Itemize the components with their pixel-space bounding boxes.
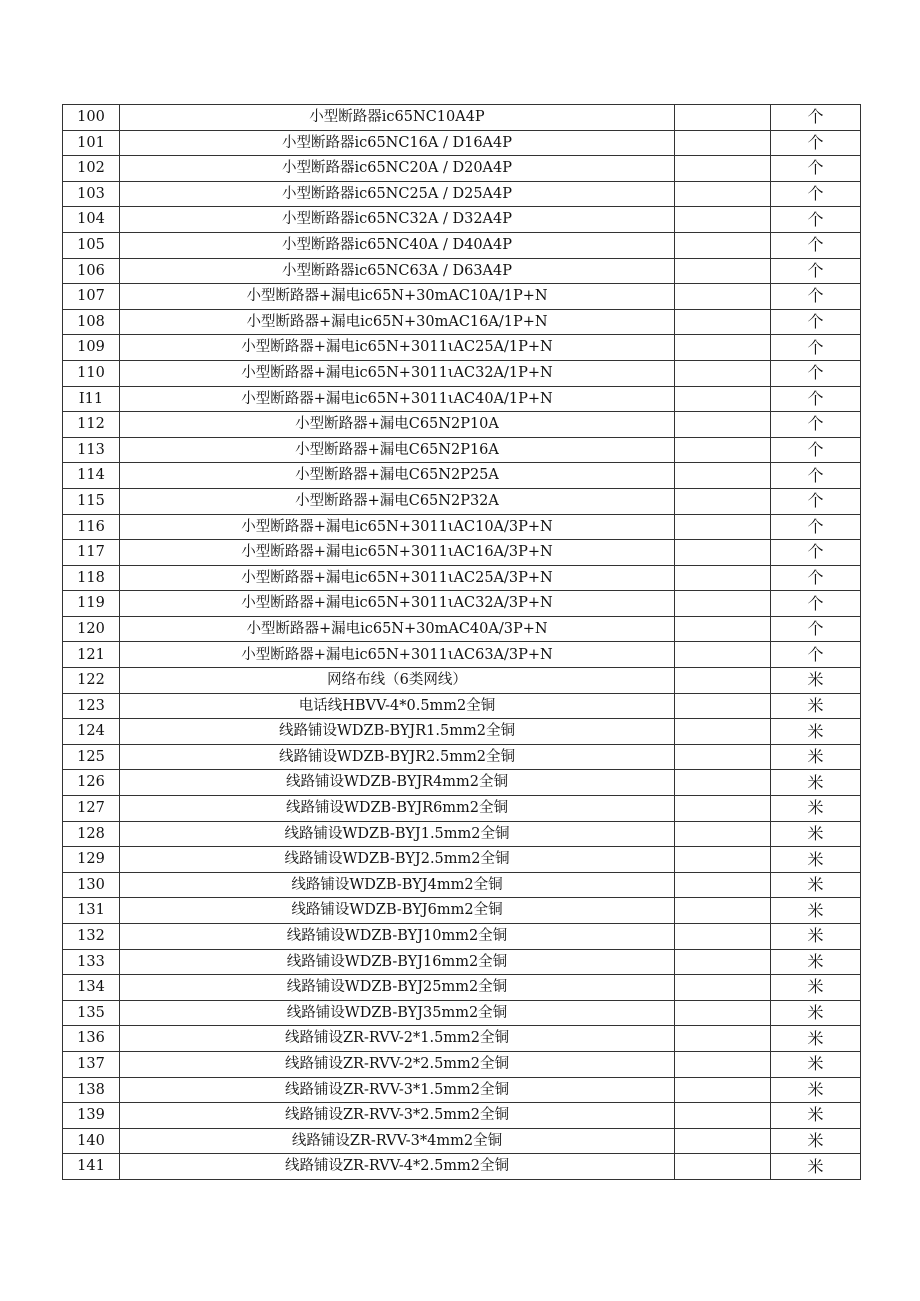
item-name-cell: 小型断路器ic65NC20A / D20A4P [120, 156, 675, 182]
spec-cell [675, 412, 771, 438]
spec-cell [675, 949, 771, 975]
item-name-cell: 小型断路器+漏电C65N2P32A [120, 488, 675, 514]
spec-cell [675, 975, 771, 1001]
item-name-cell: 线路铺设WDZB-BYJR1.5mm2全铜 [120, 719, 675, 745]
spec-cell [675, 1128, 771, 1154]
unit-cell: 米 [771, 1077, 861, 1103]
spec-cell [675, 642, 771, 668]
spec-cell [675, 616, 771, 642]
spec-cell [675, 591, 771, 617]
table-row [63, 514, 861, 540]
row-number-cell: 125 [63, 744, 120, 770]
spec-cell [675, 1026, 771, 1052]
unit-cell: 米 [771, 744, 861, 770]
unit-cell: 米 [771, 668, 861, 694]
unit-cell: 个 [771, 591, 861, 617]
unit-cell: 米 [771, 1154, 861, 1180]
table-row [63, 207, 861, 233]
unit-cell: 个 [771, 335, 861, 361]
row-number-cell: 118 [63, 565, 120, 591]
row-number-cell: 101 [63, 130, 120, 156]
row-number-cell: 121 [63, 642, 120, 668]
row-number-cell: 141 [63, 1154, 120, 1180]
row-number-cell: 115 [63, 488, 120, 514]
item-name-cell: 小型断路器+漏电ic65N+30mAC40A/3P+N [120, 616, 675, 642]
unit-cell: 米 [771, 719, 861, 745]
spec-cell [675, 360, 771, 386]
row-number-cell: 114 [63, 463, 120, 489]
spec-cell [675, 488, 771, 514]
unit-cell: 个 [771, 232, 861, 258]
row-number-cell: 123 [63, 693, 120, 719]
unit-cell: 米 [771, 924, 861, 950]
item-name-cell: 线路铺设WDZB-BYJ10mm2全铜 [120, 924, 675, 950]
unit-cell: 个 [771, 258, 861, 284]
row-number-cell: 124 [63, 719, 120, 745]
item-name-cell: 小型断路器ic65NC40A / D40A4P [120, 232, 675, 258]
row-number-cell: 110 [63, 360, 120, 386]
row-number-cell: 130 [63, 872, 120, 898]
table-row [63, 693, 861, 719]
unit-cell: 个 [771, 540, 861, 566]
unit-cell: 个 [771, 130, 861, 156]
table-row [63, 309, 861, 335]
unit-cell: 个 [771, 514, 861, 540]
item-name-cell: 小型断路器ic65NC32A / D32A4P [120, 207, 675, 233]
unit-cell: 个 [771, 386, 861, 412]
table-row [63, 463, 861, 489]
table-row [63, 284, 861, 310]
unit-cell: 个 [771, 412, 861, 438]
unit-cell: 米 [771, 1103, 861, 1129]
spec-cell [675, 463, 771, 489]
table-row [63, 156, 861, 182]
row-number-cell: 122 [63, 668, 120, 694]
spec-cell [675, 1103, 771, 1129]
row-number-cell: 117 [63, 540, 120, 566]
item-name-cell: 小型断路器+漏电ic65N+30mAC10A/1P+N [120, 284, 675, 310]
unit-cell: 个 [771, 565, 861, 591]
table-row [63, 668, 861, 694]
unit-cell: 个 [771, 156, 861, 182]
item-name-cell: 小型断路器ic65NC10A4P [120, 105, 675, 131]
row-number-cell: 137 [63, 1051, 120, 1077]
item-name-cell: 小型断路器ic65NC16A / D16A4P [120, 130, 675, 156]
row-number-cell: I11 [63, 386, 120, 412]
unit-cell: 米 [771, 1026, 861, 1052]
table-row [63, 1000, 861, 1026]
unit-cell: 米 [771, 898, 861, 924]
item-name-cell: 线路铺设WDZB-BYJ16mm2全铜 [120, 949, 675, 975]
item-name-cell: 小型断路器+漏电ic65N+3011ιAC40A/1P+N [120, 386, 675, 412]
spec-cell [675, 335, 771, 361]
unit-cell: 个 [771, 616, 861, 642]
table-row [63, 386, 861, 412]
item-name-cell: 线路铺设WDZB-BYJR6mm2全铜 [120, 796, 675, 822]
unit-cell: 个 [771, 642, 861, 668]
table-row [63, 181, 861, 207]
materials-table [62, 104, 861, 1180]
table-row [63, 335, 861, 361]
spec-cell [675, 693, 771, 719]
row-number-cell: 136 [63, 1026, 120, 1052]
row-number-cell: 132 [63, 924, 120, 950]
item-name-cell: 小型断路器+漏电ic65N+3011ιAC10A/3P+N [120, 514, 675, 540]
table-row [63, 744, 861, 770]
row-number-cell: 126 [63, 770, 120, 796]
row-number-cell: 131 [63, 898, 120, 924]
unit-cell: 个 [771, 463, 861, 489]
spec-cell [675, 1051, 771, 1077]
row-number-cell: 106 [63, 258, 120, 284]
item-name-cell: 小型断路器+漏电ic65N+3011ιAC32A/1P+N [120, 360, 675, 386]
unit-cell: 个 [771, 207, 861, 233]
row-number-cell: 103 [63, 181, 120, 207]
unit-cell: 米 [771, 1000, 861, 1026]
item-name-cell: 线路铺设WDZB-BYJ4mm2全铜 [120, 872, 675, 898]
table-row [63, 488, 861, 514]
spec-cell [675, 1000, 771, 1026]
item-name-cell: 线路铺设ZR-RVV-2*1.5mm2全铜 [120, 1026, 675, 1052]
item-name-cell: 网络布线（6类网线） [120, 668, 675, 694]
spec-cell [675, 232, 771, 258]
spec-cell [675, 719, 771, 745]
item-name-cell: 小型断路器+漏电ic65N+3011ιAC16A/3P+N [120, 540, 675, 566]
item-name-cell: 小型断路器+漏电ic65N+3011ιAC25A/1P+N [120, 335, 675, 361]
row-number-cell: 119 [63, 591, 120, 617]
spec-cell [675, 744, 771, 770]
item-name-cell: 小型断路器+漏电ic65N+3011ιAC32A/3P+N [120, 591, 675, 617]
table-row [63, 258, 861, 284]
spec-cell [675, 540, 771, 566]
spec-cell [675, 1077, 771, 1103]
spec-cell [675, 258, 771, 284]
spec-cell [675, 386, 771, 412]
spec-cell [675, 872, 771, 898]
row-number-cell: 102 [63, 156, 120, 182]
item-name-cell: 小型断路器+漏电ic65N+30mAC16A/1P+N [120, 309, 675, 335]
row-number-cell: 112 [63, 412, 120, 438]
table-row [63, 1077, 861, 1103]
unit-cell: 米 [771, 1051, 861, 1077]
item-name-cell: 线路铺设WDZB-BYJ6mm2全铜 [120, 898, 675, 924]
row-number-cell: 116 [63, 514, 120, 540]
item-name-cell: 线路铺设WDZB-BYJ35mm2全铜 [120, 1000, 675, 1026]
unit-cell: 个 [771, 360, 861, 386]
table-row [63, 642, 861, 668]
unit-cell: 米 [771, 872, 861, 898]
table-row [63, 1051, 861, 1077]
spec-cell [675, 284, 771, 310]
row-number-cell: 135 [63, 1000, 120, 1026]
row-number-cell: 109 [63, 335, 120, 361]
table-row [63, 796, 861, 822]
row-number-cell: 120 [63, 616, 120, 642]
row-number-cell: 139 [63, 1103, 120, 1129]
item-name-cell: 线路铺设WDZB-BYJR2.5mm2全铜 [120, 744, 675, 770]
spec-cell [675, 821, 771, 847]
item-name-cell: 小型断路器+漏电C65N2P25A [120, 463, 675, 489]
table-row [63, 437, 861, 463]
table-row [63, 130, 861, 156]
spec-cell [675, 770, 771, 796]
row-number-cell: 107 [63, 284, 120, 310]
spec-cell [675, 847, 771, 873]
row-number-cell: 105 [63, 232, 120, 258]
spec-cell [675, 668, 771, 694]
table-row [63, 847, 861, 873]
table-row [63, 924, 861, 950]
table-row [63, 821, 861, 847]
table-row [63, 949, 861, 975]
item-name-cell: 线路铺设WDZB-BYJ25mm2全铜 [120, 975, 675, 1001]
item-name-cell: 线路铺设WDZB-BYJ2.5mm2全铜 [120, 847, 675, 873]
table-body [63, 105, 861, 1180]
table-row [63, 540, 861, 566]
row-number-cell: 129 [63, 847, 120, 873]
unit-cell: 米 [771, 821, 861, 847]
table-row [63, 1103, 861, 1129]
table-row [63, 1026, 861, 1052]
spec-cell [675, 181, 771, 207]
table-row [63, 412, 861, 438]
item-name-cell: 线路铺设ZR-RVV-3*2.5mm2全铜 [120, 1103, 675, 1129]
item-name-cell: 小型断路器+漏电C65N2P16A [120, 437, 675, 463]
row-number-cell: 100 [63, 105, 120, 131]
row-number-cell: 138 [63, 1077, 120, 1103]
spec-cell [675, 437, 771, 463]
unit-cell: 米 [771, 796, 861, 822]
unit-cell: 米 [771, 949, 861, 975]
item-name-cell: 线路铺设ZR-RVV-3*1.5mm2全铜 [120, 1077, 675, 1103]
item-name-cell: 小型断路器+漏电ic65N+3011ιAC63A/3P+N [120, 642, 675, 668]
table-row [63, 975, 861, 1001]
row-number-cell: 133 [63, 949, 120, 975]
table-row [63, 770, 861, 796]
unit-cell: 米 [771, 693, 861, 719]
table-row [63, 565, 861, 591]
table-row [63, 872, 861, 898]
unit-cell: 个 [771, 488, 861, 514]
item-name-cell: 线路铺设WDZB-BYJ1.5mm2全铜 [120, 821, 675, 847]
table-row [63, 105, 861, 131]
row-number-cell: 140 [63, 1128, 120, 1154]
item-name-cell: 小型断路器+漏电ic65N+3011ιAC25A/3P+N [120, 565, 675, 591]
spec-cell [675, 156, 771, 182]
spec-cell [675, 207, 771, 233]
row-number-cell: 128 [63, 821, 120, 847]
table-row [63, 1154, 861, 1180]
unit-cell: 个 [771, 105, 861, 131]
table-row [63, 591, 861, 617]
spec-cell [675, 898, 771, 924]
item-name-cell: 线路铺设ZR-RVV-4*2.5mm2全铜 [120, 1154, 675, 1180]
table-row [63, 232, 861, 258]
table-row [63, 719, 861, 745]
spec-cell [675, 565, 771, 591]
row-number-cell: 104 [63, 207, 120, 233]
row-number-cell: 108 [63, 309, 120, 335]
unit-cell: 米 [771, 770, 861, 796]
item-name-cell: 线路铺设ZR-RVV-2*2.5mm2全铜 [120, 1051, 675, 1077]
item-name-cell: 小型断路器ic65NC25A / D25A4P [120, 181, 675, 207]
unit-cell: 个 [771, 309, 861, 335]
item-name-cell: 电话线HBVV-4*0.5mm2全铜 [120, 693, 675, 719]
item-name-cell: 线路铺设WDZB-BYJR4mm2全铜 [120, 770, 675, 796]
spec-cell [675, 924, 771, 950]
unit-cell: 米 [771, 847, 861, 873]
table-row [63, 360, 861, 386]
spec-cell [675, 309, 771, 335]
spec-cell [675, 514, 771, 540]
spec-cell [675, 796, 771, 822]
row-number-cell: 127 [63, 796, 120, 822]
item-name-cell: 小型断路器ic65NC63A / D63A4P [120, 258, 675, 284]
item-name-cell: 线路铺设ZR-RVV-3*4mm2全铜 [120, 1128, 675, 1154]
unit-cell: 米 [771, 975, 861, 1001]
table-row [63, 616, 861, 642]
spec-cell [675, 1154, 771, 1180]
unit-cell: 个 [771, 284, 861, 310]
spec-cell [675, 130, 771, 156]
table-row [63, 898, 861, 924]
spec-cell [675, 105, 771, 131]
unit-cell: 米 [771, 1128, 861, 1154]
row-number-cell: 134 [63, 975, 120, 1001]
table-row [63, 1128, 861, 1154]
item-name-cell: 小型断路器+漏电C65N2P10A [120, 412, 675, 438]
unit-cell: 个 [771, 181, 861, 207]
unit-cell: 个 [771, 437, 861, 463]
row-number-cell: 113 [63, 437, 120, 463]
